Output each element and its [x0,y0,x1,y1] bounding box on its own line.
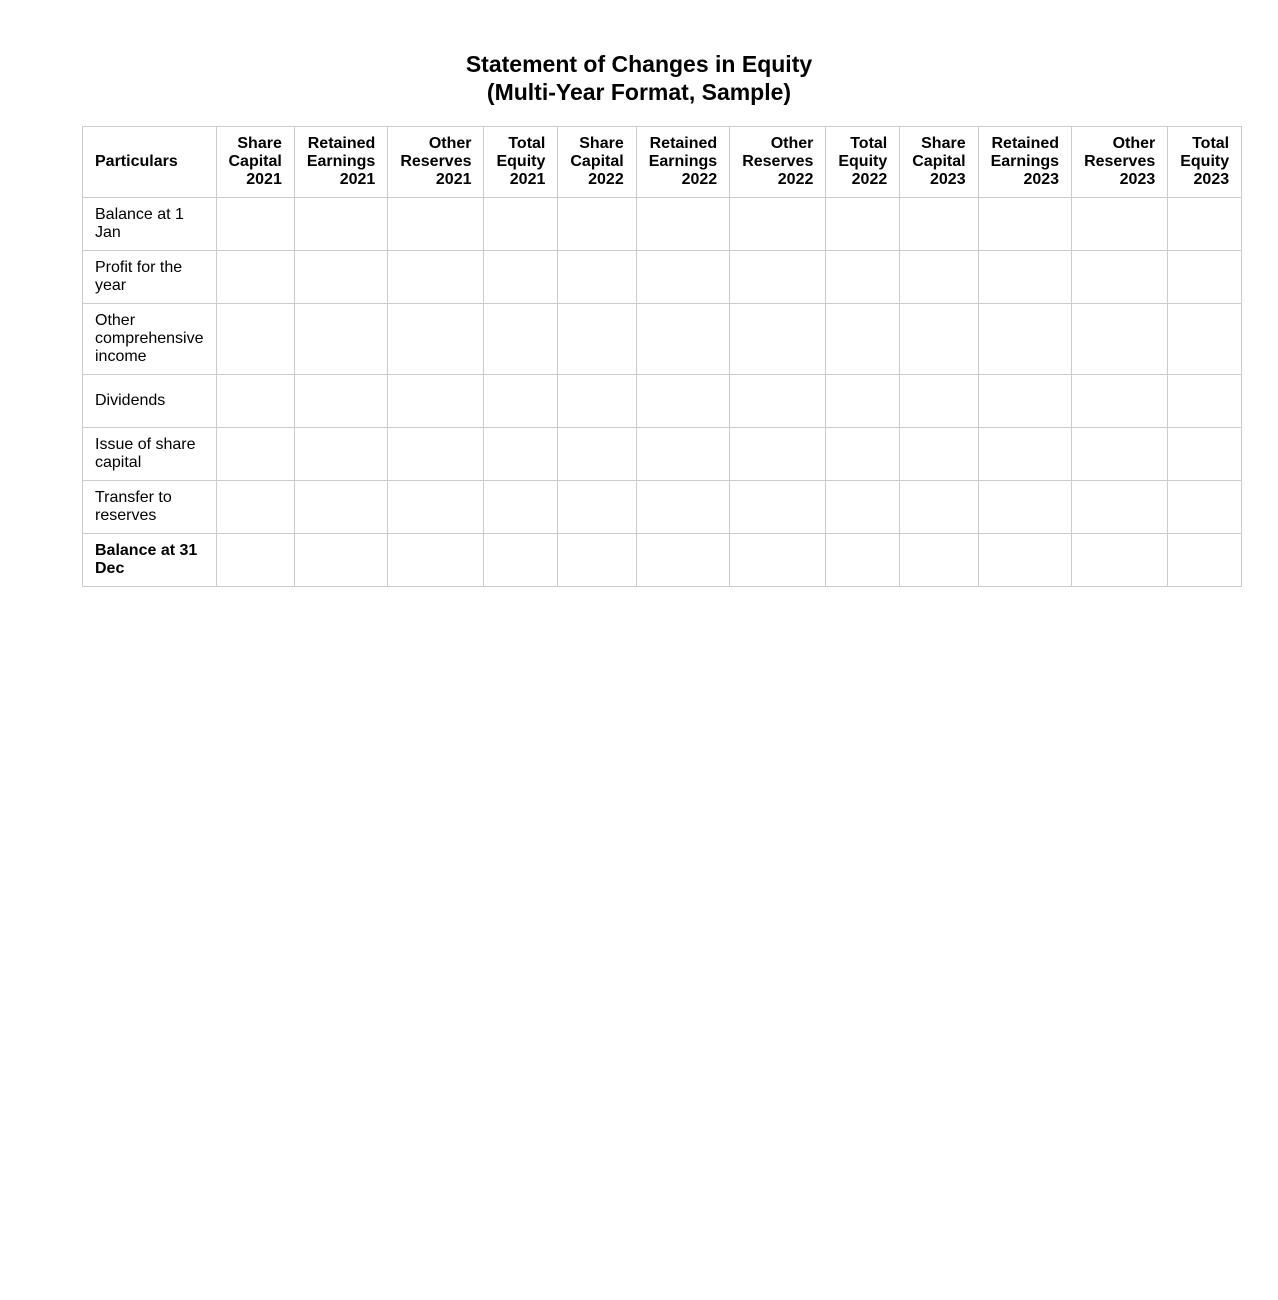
column-header [978,127,1071,198]
header-text-part: 2021 [339,171,376,188]
table-cell [900,481,978,534]
table-cell [484,428,558,481]
table-cell [388,534,484,587]
table-row [83,375,1242,428]
table-cell [294,375,387,428]
row-label: Balance at 1 Jan [83,198,217,251]
header-text-part: 2023 [1193,171,1230,188]
column-header [826,127,900,198]
header-text-part: Share [579,135,624,152]
table-cell [216,251,294,304]
header-text-part: 2021 [509,171,546,188]
header-text-part: Total [1192,135,1230,152]
table-cell [636,251,729,304]
table-cell [1168,534,1242,587]
row-label: Balance at 31 Dec [83,534,217,587]
table-cell [636,481,729,534]
header-text-part: 2023 [1119,171,1156,188]
table-cell [730,534,826,587]
table-cell [1168,428,1242,481]
header-text-part: Share [921,135,966,152]
table-cell [1072,251,1168,304]
table-cell [558,534,636,587]
column-header [216,127,294,198]
table-cell [730,251,826,304]
table-cell [294,534,387,587]
table-cell [216,534,294,587]
header-text-part: Retained [649,135,718,152]
header-text-part: Reserves [1084,153,1156,170]
table-cell [1072,375,1168,428]
header-text-part: Capital [912,153,966,170]
table-cell [558,251,636,304]
header-text-part: Retained [991,135,1060,152]
title-line-2: (Multi-Year Format, Sample) [486,79,792,105]
table-cell [900,534,978,587]
header-text-part: Equity [1180,153,1230,170]
column-header [730,127,826,198]
table-cell [294,304,387,375]
column-header [558,127,636,198]
table-cell [826,481,900,534]
title-line-1: Statement of Changes in Equity [465,51,813,77]
table-cell [636,375,729,428]
table-cell [294,428,387,481]
table-cell [216,375,294,428]
header-text-part: Capital [228,153,282,170]
table-cell [484,304,558,375]
header-text-part: Earnings [306,153,376,170]
header-text-part: Equity [838,153,888,170]
table-cell [558,375,636,428]
row-label: Transfer to reserves [83,481,217,534]
table-cell [636,428,729,481]
table-cell [1168,304,1242,375]
table-cell [730,481,826,534]
header-text-part: Reserves [400,153,472,170]
table-cell [1072,304,1168,375]
row-label: Issue of share capital [83,428,217,481]
table-cell [558,428,636,481]
table-cell [484,481,558,534]
table-cell [900,304,978,375]
table-cell [730,428,826,481]
table-cell [484,534,558,587]
table-cell [294,481,387,534]
table-cell [730,375,826,428]
table-cell [388,198,484,251]
table-cell [978,251,1071,304]
table-cell [730,304,826,375]
table-cell [388,481,484,534]
table-cell [216,481,294,534]
header-text-part: Particulars [95,153,178,170]
table-cell [900,428,978,481]
table-cell [484,198,558,251]
table-cell [1072,198,1168,251]
header-row [83,127,1242,198]
table-cell [826,304,900,375]
table-cell [216,198,294,251]
table-cell [558,198,636,251]
table-cell [388,375,484,428]
column-header-particulars [83,127,217,198]
table-row [83,534,1242,587]
header-text-part: 2022 [588,171,624,188]
table-cell [826,251,900,304]
header-text-part: 2022 [681,171,718,188]
table-cell [900,375,978,428]
header-text-part: 2022 [851,171,888,188]
column-header [1168,127,1242,198]
table-cell [1072,428,1168,481]
table-cell [1072,481,1168,534]
column-header [900,127,978,198]
table-cell [978,375,1071,428]
table-cell [978,304,1071,375]
table-body [83,198,1242,587]
header-text-part: Total [850,135,888,152]
column-header [388,127,484,198]
header-text-part: Retained [307,135,376,152]
table-cell [978,428,1071,481]
table-row [83,481,1242,534]
table-cell [1072,534,1168,587]
column-header [484,127,558,198]
header-text-part: Total [508,135,546,152]
header-text-part: 2023 [1023,171,1060,188]
table-cell [826,375,900,428]
header-text-part: Other [1112,135,1156,152]
table-cell [636,534,729,587]
table-row [83,304,1242,375]
header-text-part: Capital [570,153,624,170]
header-text-part: Earnings [648,153,718,170]
table-cell [1168,198,1242,251]
header-text-part: 2023 [930,171,966,188]
table-cell [484,251,558,304]
row-label: Profit for the year [83,251,217,304]
table-cell [558,481,636,534]
table-cell [978,198,1071,251]
table-cell [730,198,826,251]
equity-table [82,126,1242,587]
table-cell [978,534,1071,587]
table-cell [636,198,729,251]
table-row [83,198,1242,251]
table-cell [900,198,978,251]
table-cell [978,481,1071,534]
table-cell [216,304,294,375]
table-cell [1168,481,1242,534]
row-label: Other comprehensive income [83,304,217,375]
table-cell [216,428,294,481]
table-cell [388,251,484,304]
table-row [83,251,1242,304]
header-text-part: Other [428,135,472,152]
header-text-part: Equity [496,153,546,170]
table-cell [388,428,484,481]
table-cell [826,534,900,587]
header-text-part: Reserves [742,153,814,170]
header-text-part: 2021 [435,171,472,188]
column-header [294,127,387,198]
column-header [636,127,729,198]
header-text-part: Share [237,135,282,152]
table-cell [900,251,978,304]
table-cell [636,304,729,375]
table-cell [826,198,900,251]
table-cell [484,375,558,428]
row-label: Dividends [83,375,217,428]
table-cell [388,304,484,375]
header-text-part: 2021 [246,171,282,188]
table-cell [1168,375,1242,428]
table-cell [558,304,636,375]
header-text-part: Other [770,135,814,152]
table-cell [1168,251,1242,304]
table-cell [294,198,387,251]
page-title [0,50,1278,106]
table-cell [294,251,387,304]
column-header [1072,127,1168,198]
table-cell [826,428,900,481]
table-row [83,428,1242,481]
header-text-part: 2022 [777,171,814,188]
header-text-part: Earnings [990,153,1060,170]
